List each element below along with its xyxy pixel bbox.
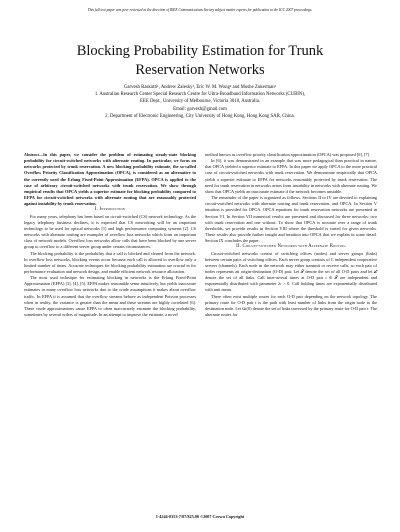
affiliation-1-line-2: EEE Dept., University of Melbourne, Victoria 3010, Australia. [139,99,261,105]
section-heading-introduction: I. Introduction [94,207,126,213]
paper-title [20,42,380,80]
abstract-label: Abstract [24,152,39,157]
intro-paragraph-1: For many years, telephony has been based on circuit-switched (CS) network technology. As the legacy telephony business declines, it is expected that CS networking will be an important technology to be used for optical networks [1] and high performance computing systems [2]. CS networks with alternate routing are examples of overflow loss networks which form an important class of network models. Overflow loss networks allow calls that have been blocked by one server group to overflow to a different server group under certain circumstances. [24,213,196,250]
title-line-2: Reservation Networks [135,62,265,78]
affiliation-1-email: Email: garvesh@gmail.com [173,106,227,112]
affiliation-1-line-1: 1. Australian Research Center Special Research Centre for Ultra-Broadband Information Networks (CUBIN), [94,92,306,98]
author-names: Garvesh Raskutti¹, Andrew Zalesky¹, Eric W. M. Wong² and Moshe Zukerman¹ [123,85,277,90]
intro-paragraph-3: The most used technique for estimating blocking in networks is the Erlang Fixed-Point Approximation (EFPA) [3], [4], [5]. EFPA makes reasonable sense intuitively, but yields inaccurate estimates in many overflow loss networks due to the crude assumptions it makes about overflow traffic. In EFPA it is assumed that the overflow streams behave as independent Poisson processes when in reality, the variance is greater than the mean and these streams are highly correlated [6]. These crude approximations cause EFPA to often inaccurately estimate the blocking probability, sometimes by several orders of magnitude. In an attempt to improve the estimate, a novel [24,275,196,318]
section-heading-circuit-switched: II. Circuit-switched Networks with Alternate Routing [236,244,346,250]
right-paragraph-3: The remainder of the paper is organized as follows. Sections II to IV are devoted to explaining circuit-switched networks with alternate routing and trunk reservation, and OPCA. In Section V intuition is provided for OPCA. OPCA equations for trunk reservation networks are presented in Section VI. In Section VII numerical results are presented and discussed for three networks: two with trunk reservation and one without. To show that OPCA is accurate over a range of trunk thresholds, we provide results in Section VIII where the threshold is varied for given networks. These results also provide further insight and intuition into OPCA that we explain in some detail. Section IX concludes the paper. [205,195,377,244]
review-note: This full text paper was peer reviewed at the direction of IEEE Communications Society subject matter experts for publication in the ICC 2007 proceedings. [87,8,313,12]
right-paragraph-1: method known as overflow priority classification approximation (OPCA) was proposed [6], [7]. [205,152,371,157]
left-column [24,152,196,318]
right-paragraph-4: Circuit-switched networks consist of switching offices (nodes) and server groups (links) between certain pairs of switching offices. Each server group consists of C independent cooperative servers (channels). Each node in the network may either transmit or receive calls, so each pair of nodes represents an origin-destination (O-D) pair. Let 𝒯 denote the set of all O-D pairs and let ℒ denote the set of all links. Call inter-arrival times at O-D pair t ∈ 𝒯 are independent and exponentially distributed with parameter λₜ > 0. Call holding times are exponentially distributed with unit mean. [205,250,377,293]
intro-paragraph-2: The blocking probability is the probability that a call is blocked and cleared from the network. In overflow loss networks, blocking events occur because each call is allowed to overflow only a limited number of times. Accurate techniques for blocking probability estimation are crucial in for performance evaluation and network design, and enable efficient network resource allocation. [24,250,196,274]
right-paragraph-5: There often exist multiple routes for each O-D pair depending on the network topology. The primary route for O-D pair t is the path with least number of links from the origin node to the destination node. Let Ωₜ(0) denote the set of links traversed by the primary route for O-D pair t. The alternate routes for [205,293,377,318]
title-line-1: Blocking Probability Estimation for Trunk [76,43,324,59]
abstract-text: —In this paper, we consider the problem of estimating steady-state blocking probability for circuit-switched networks with alternate routing. In particular, we focus on networks protected by trunk reservation. A new blocking probability estimate, the so-called Overflow Priority Classification Approximation (OPCA), is considered as an alternative to the currently used the Erlang Fixed-Point Approximation (EFPA). OPCA is applied to the case of arbitrary circuit-switched networks with trunk reservation. We show through empirical results that OPCA yields a superior estimate for blocking probability compared to EFPA for circuit-switched networks with alternate routing that are reasonably protected against instability by trunk reservation. [24,152,196,207]
copyright-footer: 1-4244-0353-7/07/$25.00 ©2007 Crown Copyright [155,514,245,519]
affiliation-2: 2. Department of Electronic Engineering, City University of Hong Kong, Hong Kong SAR, China. [105,113,295,119]
abstract [24,152,196,207]
right-column [205,152,377,318]
right-paragraph-2: In [6], it was demonstrated in an example that was more pedagogical than practical in nature, that OPCA yielded a superior estimate to EFPA. In this paper we apply OPCA to the more practical case of circuit-switched networks with trunk reservation. We demonstrate empirically that OPCA yields a superior estimate to EFPA for networks reasonably protected by trunk reservation. The need for trunk reservation in networks arises from instability in networks with alternate routing. We show that OPCA yields an inaccurate estimate if the network becomes unstable. [205,158,377,194]
author-block [30,84,370,120]
